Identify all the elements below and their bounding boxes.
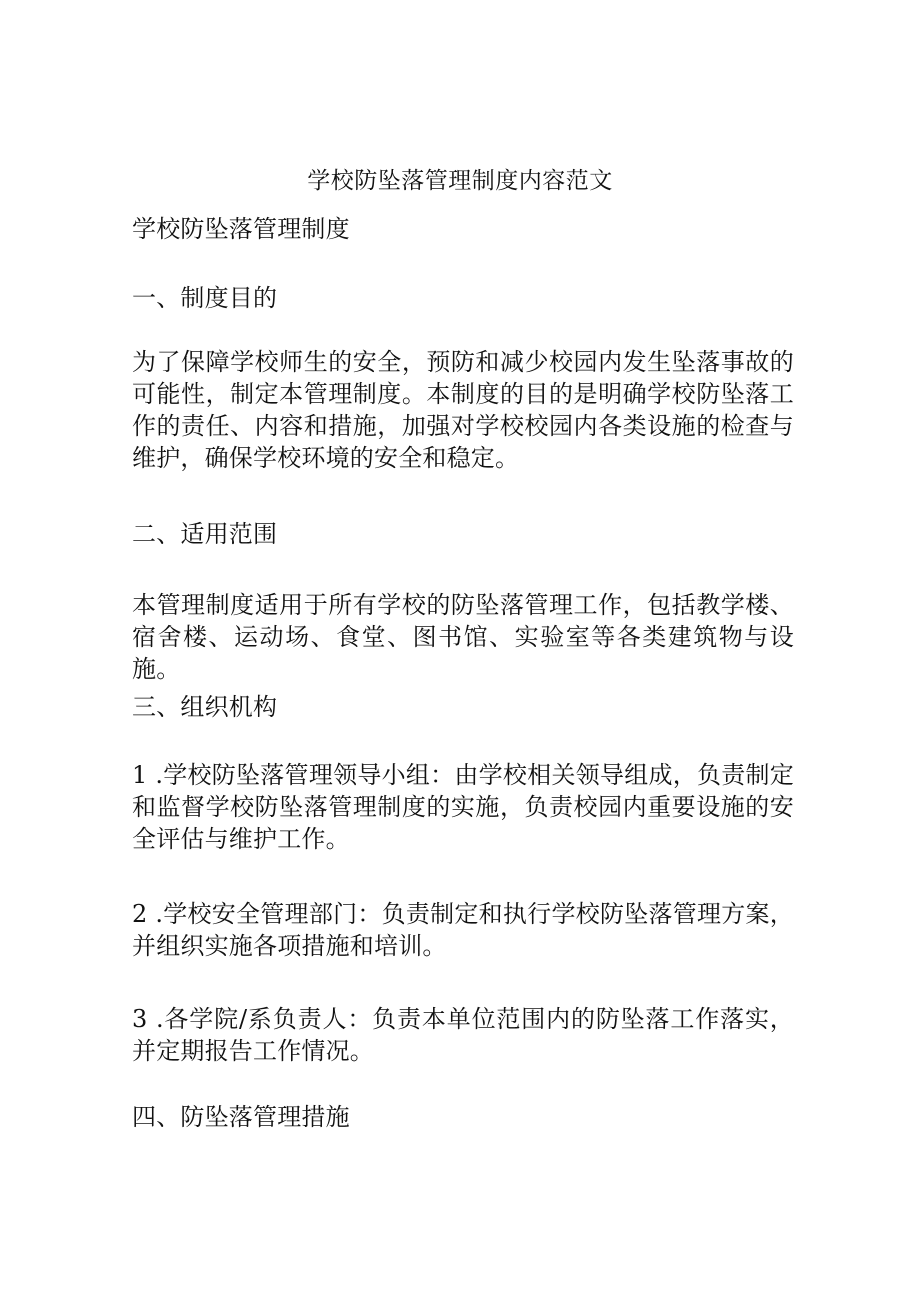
- scope-paragraph: 本管理制度适用于所有学校的防坠落管理工作，包括教学楼、宿舍楼、运动场、食堂、图书馆、实验室等各类建筑物与设施。: [132, 591, 794, 683]
- document-title: 学校防坠落管理制度内容范文: [307, 168, 613, 194]
- organization-item-3: 3 .各学院/系负责人：负责本单位范围内的防坠落工作落实，并定期报告工作情况。: [132, 1005, 794, 1065]
- document-subtitle: 学校防坠落管理制度: [132, 215, 350, 243]
- purpose-paragraph: 为了保障学校师生的安全，预防和减少校园内发生坠落事故的可能性，制定本管理制度。本制度的目的是明确学校防坠落工作的责任、内容和措施，加强对学校校园内各类设施的检查与维护，确保学校环境的安全和稳定。: [132, 348, 794, 472]
- organization-item-2: 2 .学校安全管理部门：负责制定和执行学校防坠落管理方案，并组织实施各项措施和培训。: [132, 900, 794, 960]
- organization-item-1: 1 .学校防坠落管理领导小组：由学校相关领导组成，负责制定和监督学校防坠落管理制度的实施，负责校园内重要设施的安全评估与维护工作。: [132, 761, 794, 853]
- section-heading-purpose: 一、制度目的: [132, 284, 278, 312]
- section-heading-measures: 四、防坠落管理措施: [132, 1103, 350, 1131]
- section-heading-organization: 三、组织机构: [132, 693, 278, 721]
- section-heading-scope: 二、适用范围: [132, 520, 278, 548]
